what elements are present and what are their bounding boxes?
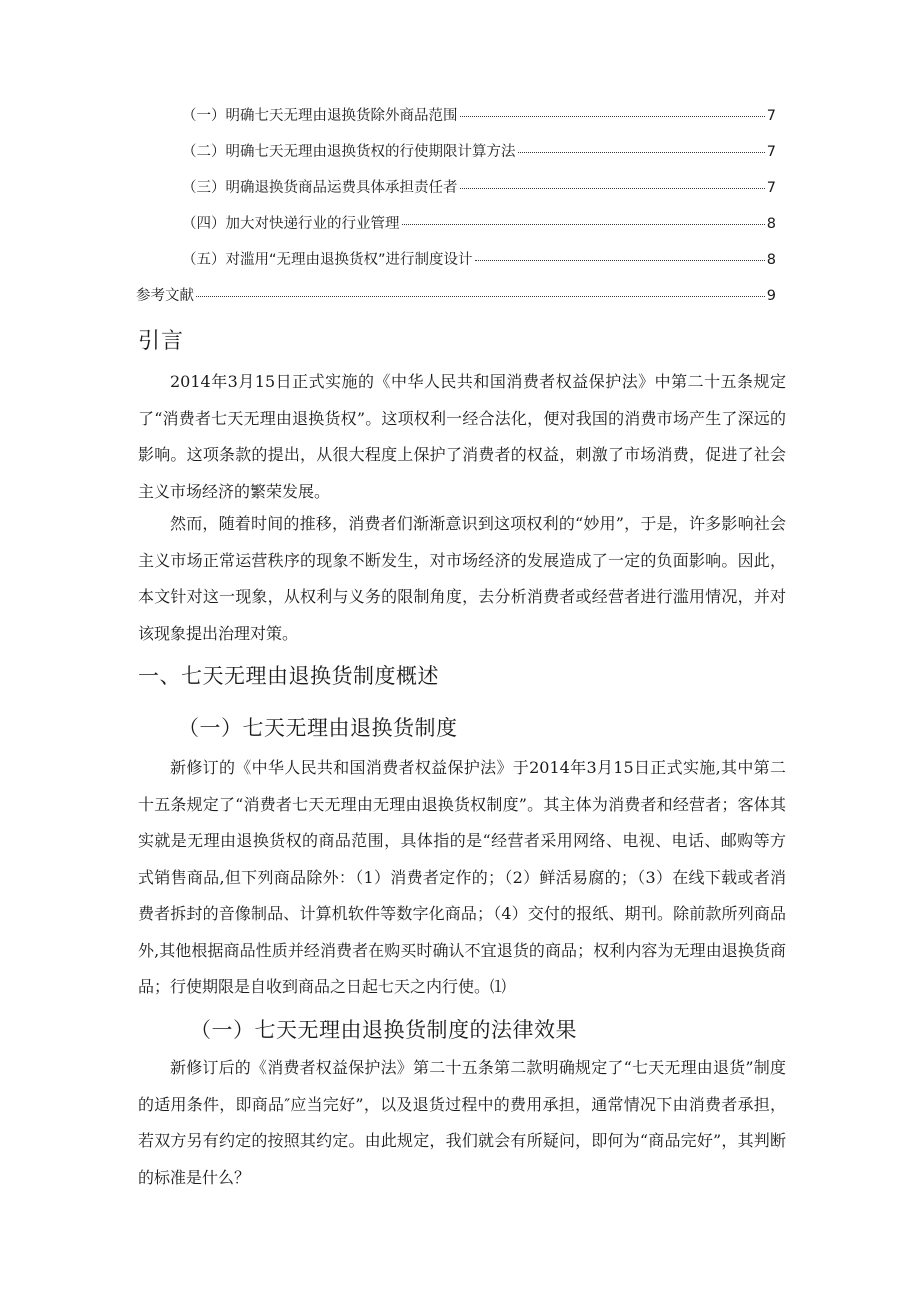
subsection-2-paragraph: 新修订后的《消费者权益保护法》第二十五条第二款明确规定了“七天无理由退货”制度的适用条件，即商品″应当完好”，以及退货过程中的费用承担，通常情况下由消费者承担，若双方另有约定的按照其约定。由此规定，我们就会有所疑问，即何为“商品完好”，其判断的标准是什么？: [138, 1058, 786, 1187]
intro-paragraph-1: 2014年3月15日正式实施的《中华人民共和国消费者权益保护法》中第二十五条规定了“消费者七天无理由退换货权”。这项权利一经合法化，便对我国的消费市场产生了深远的影响。这项条款的提出，从很大程度上保护了消费者的权益，刺激了市场消费，促进了社会主义市场经济的繁荣发展。: [138, 372, 786, 501]
toc-entry-title: （一）明确七天无理由退换货除外商品范围: [182, 108, 458, 124]
toc-entry-title: （三）明确退换货商品运费具体承担责任者: [182, 180, 458, 196]
toc-leader-dots: [460, 116, 765, 117]
toc-page-number: 7: [766, 144, 776, 160]
toc-leader-dots: [475, 260, 765, 261]
toc-entry-title: 参考文献: [136, 288, 194, 304]
toc-page-number: 8: [766, 252, 776, 268]
toc-page-number: 8: [766, 216, 776, 232]
table-of-contents: [136, 104, 776, 320]
toc-leader-dots: [460, 188, 765, 189]
intro-heading: 引言: [138, 329, 185, 354]
subsection-2-heading: （一）七天无理由退换货制度的法律效果: [190, 1018, 577, 1042]
toc-page-number: 7: [766, 108, 776, 124]
toc-page-number: 7: [766, 180, 776, 196]
subsection-1-paragraph: 新修订的《中华人民共和国消费者权益保护法》于2014年3月15日正式实施,其中第二十五条规定了“消费者七天无理由无理由退换货权制度”。其主体为消费者和经营者；客体其实就是无理由退换货权的商品范围，具体指的是“经营者采用网络、电视、电话、邮购等方式销售商品,但下列商品除外：（1）消费者定作的；（2）鲜活易腐的；（3）在线下载或者消费者拆封的音像制品、计算机软件等数字化商品；（4）交付的报纸、期刊。除前款所列商品外,其他根据商品性质并经消费者在购买时确认不宜退货的商品；权利内容为无理由退换货商品；行使期限是自收到商品之日起七天之内行使。⑴: [138, 758, 786, 996]
toc-leader-dots: [402, 224, 765, 225]
section-1-heading: 一、七天无理由退换货制度概述: [138, 664, 439, 688]
subsection-1-heading: （一）七天无理由退换货制度: [178, 716, 458, 740]
toc-entry-title: （四）加大对快递行业的行业管理: [182, 216, 400, 232]
toc-leader-dots: [518, 152, 765, 153]
toc-entry-title: （二）明确七天无理由退换货权的行使期限计算方法: [182, 144, 516, 160]
toc-entry[interactable]: [136, 176, 776, 212]
toc-entry[interactable]: [136, 140, 776, 176]
toc-page-number: 9: [766, 288, 776, 304]
toc-entry-title: （五）对滥用“无理由退换货权”进行制度设计: [182, 252, 473, 268]
toc-entry[interactable]: [136, 212, 776, 248]
toc-entry[interactable]: [136, 284, 776, 320]
toc-leader-dots: [196, 296, 765, 297]
toc-entry[interactable]: [136, 248, 776, 284]
toc-entry[interactable]: [136, 104, 776, 140]
intro-paragraph-2: 然而，随着时间的推移，消费者们渐渐意识到这项权利的“妙用”，于是，许多影响社会主义市场正常运营秩序的现象不断发生，对市场经济的发展造成了一定的负面影响。因此，本文针对这一现象，从权利与义务的限制角度，去分析消费者或经营者进行滥用情况，并对该现象提出治理对策。: [138, 514, 786, 643]
